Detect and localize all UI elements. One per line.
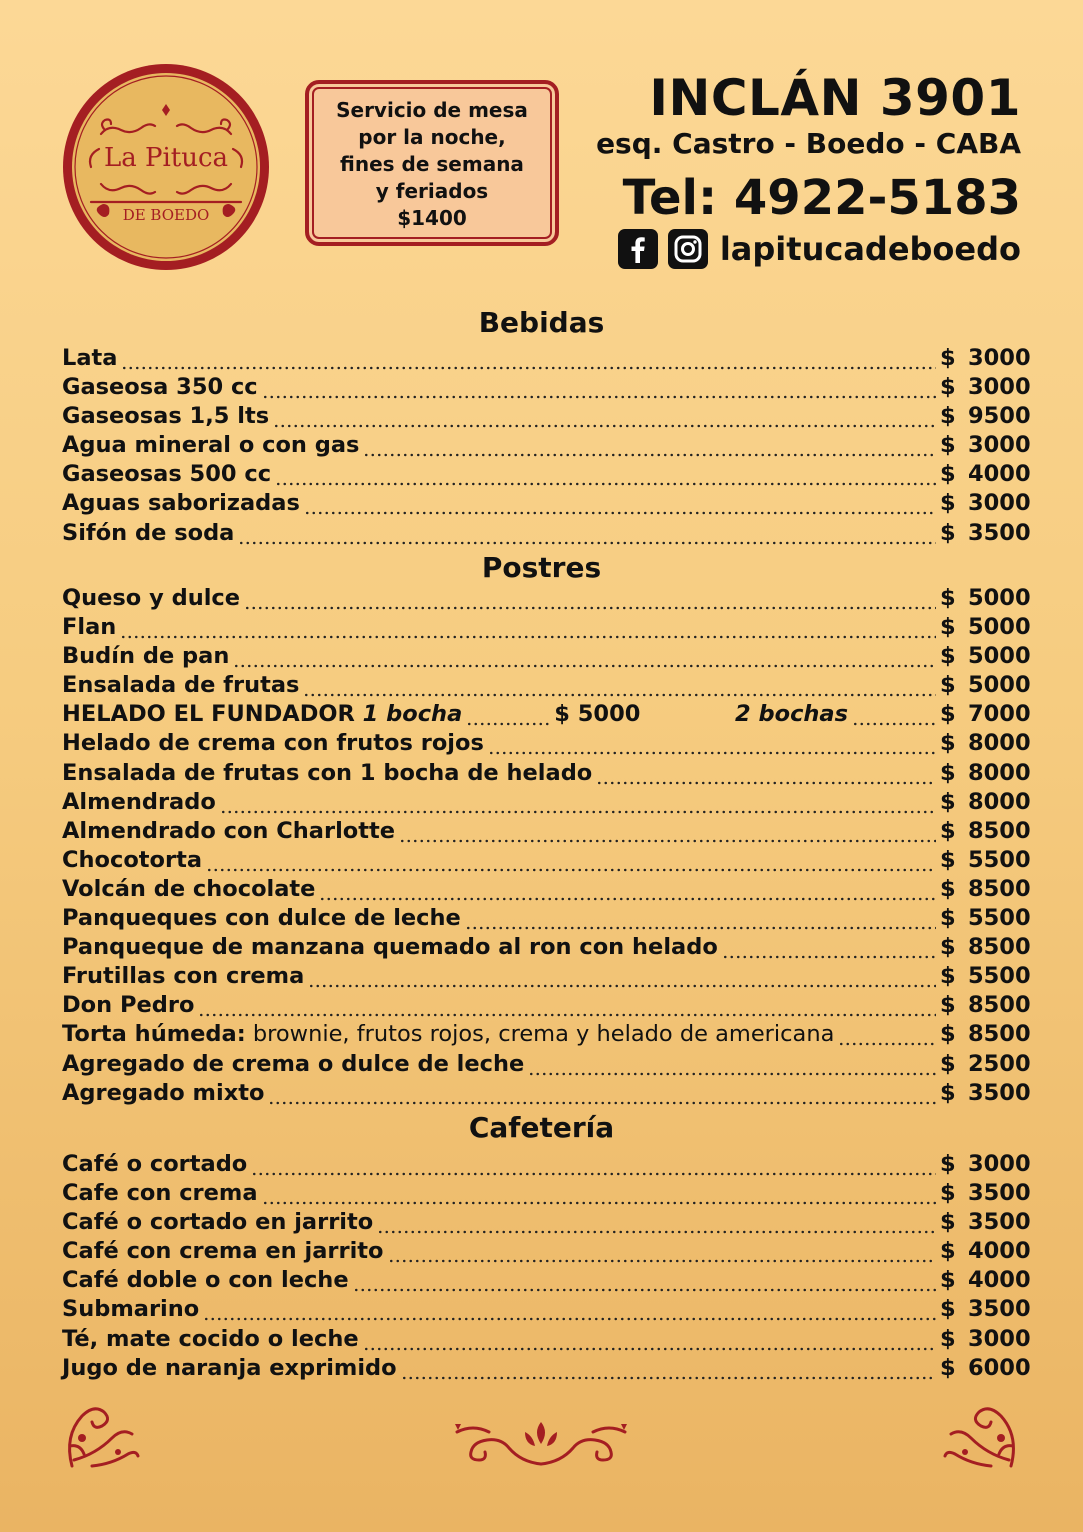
item-name: Café doble o con leche <box>62 1267 349 1294</box>
currency: $ <box>940 1325 956 1352</box>
item-price: 8000 <box>968 730 1031 757</box>
item-price: 8000 <box>968 759 1031 786</box>
item-price: 7000 <box>968 701 1031 728</box>
item-price: 3500 <box>968 1209 1031 1236</box>
item-price: 3000 <box>968 490 1031 517</box>
currency: $ <box>940 1296 956 1323</box>
service-line: Servicio de mesa <box>336 97 528 122</box>
currency: $ <box>940 1050 956 1077</box>
currency: $ <box>940 672 956 699</box>
item-price: 6000 <box>968 1354 1031 1381</box>
menu-item <box>62 345 1031 374</box>
currency: $ <box>940 1267 956 1294</box>
currency: $ <box>940 1238 956 1265</box>
service-line: fines de semana <box>340 151 524 176</box>
item-name: HELADO EL FUNDADOR <box>62 701 355 728</box>
item-name: Don Pedro <box>62 992 195 1019</box>
menu-item <box>62 875 1031 905</box>
item-name: Sifón de soda <box>62 519 235 546</box>
corner-ornament-right <box>941 1396 1021 1470</box>
item-name: Jugo de naranja exprimido <box>62 1354 397 1381</box>
item-name: Helado de crema con frutos rojos <box>62 730 484 757</box>
currency: $ <box>940 1209 956 1236</box>
item-price: 4000 <box>968 461 1031 488</box>
currency: $ <box>940 403 956 430</box>
menu-item <box>62 759 1031 789</box>
item-price: 3000 <box>968 1151 1031 1177</box>
option-one-price: $ 5000 <box>554 701 641 728</box>
section-title-postres: Postres <box>481 551 602 584</box>
item-name: Café con crema en jarrito <box>62 1238 384 1265</box>
currency: $ <box>940 1180 956 1207</box>
menu-item <box>62 1021 1031 1050</box>
item-price: 5500 <box>968 905 1031 932</box>
service-line: y feriados <box>375 178 489 203</box>
item-price: 4000 <box>968 1238 1031 1265</box>
item-name: Ensalada de frutas con 1 bocha de helado <box>62 759 593 786</box>
item-name: Flan <box>62 614 117 641</box>
currency: $ <box>940 1151 956 1177</box>
currency: $ <box>940 992 956 1019</box>
contact-block <box>596 70 1021 269</box>
item-name-bold: Torta húmeda: <box>62 1021 246 1048</box>
item-name: Aguas saborizadas <box>62 490 300 517</box>
menu-item <box>62 585 1031 614</box>
section-title-cafeteria: Cafetería <box>468 1111 615 1144</box>
table-service-notice <box>305 80 559 246</box>
menu-item <box>62 432 1031 461</box>
currency: $ <box>940 614 956 641</box>
menu-item <box>62 1267 1031 1296</box>
menu-item <box>62 1209 1031 1238</box>
item-price: 5000 <box>968 585 1031 611</box>
service-price: $1400 <box>397 205 467 230</box>
item-price: 5500 <box>968 963 1031 990</box>
currency: $ <box>940 519 956 546</box>
item-name: Almendrado con Charlotte <box>62 817 396 844</box>
item-price: 3500 <box>968 519 1031 546</box>
item-price: 3500 <box>968 1180 1031 1207</box>
item-name: Gaseosas 1,5 lts <box>62 403 270 430</box>
currency: $ <box>940 490 956 517</box>
currency: $ <box>940 1021 956 1048</box>
item-description: brownie, frutos rojos, crema y helado de americana <box>245 1021 835 1048</box>
menu-item <box>62 788 1031 818</box>
menu-item <box>62 461 1031 490</box>
item-name: Cafe con crema <box>62 1180 258 1207</box>
item-name: Té, mate cocido o leche <box>62 1325 359 1352</box>
item-price: 8500 <box>968 992 1031 1019</box>
item-price: 8000 <box>968 788 1031 815</box>
currency: $ <box>940 461 956 488</box>
menu-list-bebidas <box>62 345 1031 549</box>
social-handle[interactable]: lapitucadeboedo <box>719 230 1021 268</box>
menu-item <box>62 905 1031 934</box>
menu-list-postres <box>62 585 1031 1109</box>
currency: $ <box>940 817 956 844</box>
instagram-icon[interactable] <box>668 229 708 269</box>
item-name: Panqueques con dulce de leche <box>62 905 461 932</box>
currency: $ <box>940 846 956 873</box>
currency: $ <box>940 788 956 815</box>
currency: $ <box>940 1079 956 1106</box>
item-name: Queso y dulce <box>62 585 241 611</box>
menu-item-helado <box>62 701 1031 730</box>
item-price: 2500 <box>968 1050 1031 1077</box>
menu-item <box>62 1354 1031 1384</box>
item-name: Chocotorta <box>62 846 203 873</box>
item-name: Agua mineral o con gas <box>62 432 360 459</box>
menu-item <box>62 1180 1031 1209</box>
phone-number: Tel: 4922-5183 <box>622 170 1021 226</box>
item-name: Submarino <box>62 1296 200 1323</box>
currency: $ <box>940 432 956 459</box>
item-price: 3000 <box>968 432 1031 459</box>
currency: $ <box>940 374 956 401</box>
currency: $ <box>940 1354 956 1381</box>
menu-item <box>62 992 1031 1021</box>
item-name: Budín de pan <box>62 643 230 670</box>
currency: $ <box>940 875 956 902</box>
item-price: 3000 <box>968 345 1031 371</box>
menu-item <box>62 963 1031 992</box>
item-name: Lata <box>62 345 118 371</box>
item-price: 8500 <box>968 1021 1031 1048</box>
menu-item <box>62 846 1031 876</box>
currency: $ <box>940 759 956 786</box>
cross-streets: esq. Castro - Boedo - CABA <box>596 127 1021 160</box>
logo-subtitle: DE BOEDO <box>122 206 210 224</box>
corner-ornament-left <box>62 1396 142 1470</box>
menu-item <box>62 1079 1031 1109</box>
item-price: 3500 <box>968 1079 1031 1106</box>
currency: $ <box>940 643 956 670</box>
center-ornament <box>449 1418 633 1468</box>
item-price: 3000 <box>968 374 1031 401</box>
item-price: 8500 <box>968 875 1031 902</box>
item-name: Café o cortado en jarrito <box>62 1209 374 1236</box>
item-name: Gaseosas 500 cc <box>62 461 272 488</box>
logo-name: La Pituca <box>103 143 229 173</box>
item-name: Almendrado <box>62 788 216 815</box>
option-one-label: 1 bocha <box>362 701 463 728</box>
item-price: 5000 <box>968 614 1031 641</box>
currency: $ <box>940 730 956 757</box>
restaurant-logo <box>61 62 271 272</box>
currency: $ <box>940 701 956 728</box>
menu-item <box>62 934 1031 963</box>
item-name: Gaseosa 350 cc <box>62 374 258 401</box>
menu-item <box>62 1296 1031 1325</box>
currency: $ <box>940 934 956 961</box>
section-title-bebidas: Bebidas <box>478 306 605 339</box>
item-name: Ensalada de frutas <box>62 672 300 699</box>
menu-item <box>62 1238 1031 1267</box>
item-price: 8500 <box>968 817 1031 844</box>
currency: $ <box>940 905 956 932</box>
item-price: 5500 <box>968 846 1031 873</box>
menu-item <box>62 519 1031 549</box>
menu-item <box>62 730 1031 759</box>
service-line: por la noche, <box>358 124 506 149</box>
item-price: 9500 <box>968 403 1031 430</box>
option-two-label: 2 bochas <box>735 701 848 728</box>
item-name: Panqueque de manzana quemado al ron con helado <box>62 934 718 961</box>
item-name: Agregado de crema o dulce de leche <box>62 1050 525 1077</box>
menu-item <box>62 374 1031 403</box>
currency: $ <box>940 345 956 371</box>
menu-item <box>62 490 1031 519</box>
item-price: 3000 <box>968 1325 1031 1352</box>
item-price: 5000 <box>968 643 1031 670</box>
address: INCLÁN 3901 <box>649 69 1021 127</box>
item-price: 3500 <box>968 1296 1031 1323</box>
menu-item <box>62 403 1031 432</box>
facebook-icon[interactable] <box>618 229 658 269</box>
item-name: Café o cortado <box>62 1151 248 1177</box>
item-name: Frutillas con crema <box>62 963 305 990</box>
currency: $ <box>940 585 956 611</box>
item-price: 8500 <box>968 934 1031 961</box>
menu-item <box>62 614 1031 643</box>
menu-item <box>62 1050 1031 1080</box>
menu-item <box>62 672 1031 701</box>
social-links <box>596 229 1021 269</box>
menu-item <box>62 1325 1031 1355</box>
menu-item <box>62 643 1031 672</box>
currency: $ <box>940 963 956 990</box>
menu-item <box>62 1151 1031 1180</box>
item-name: Volcán de chocolate <box>62 875 316 902</box>
menu-list-cafeteria <box>62 1151 1031 1384</box>
menu-item <box>62 817 1031 847</box>
item-name: Agregado mixto <box>62 1079 265 1106</box>
item-name <box>62 1021 834 1047</box>
item-price: 4000 <box>968 1267 1031 1294</box>
item-price: 5000 <box>968 672 1031 699</box>
